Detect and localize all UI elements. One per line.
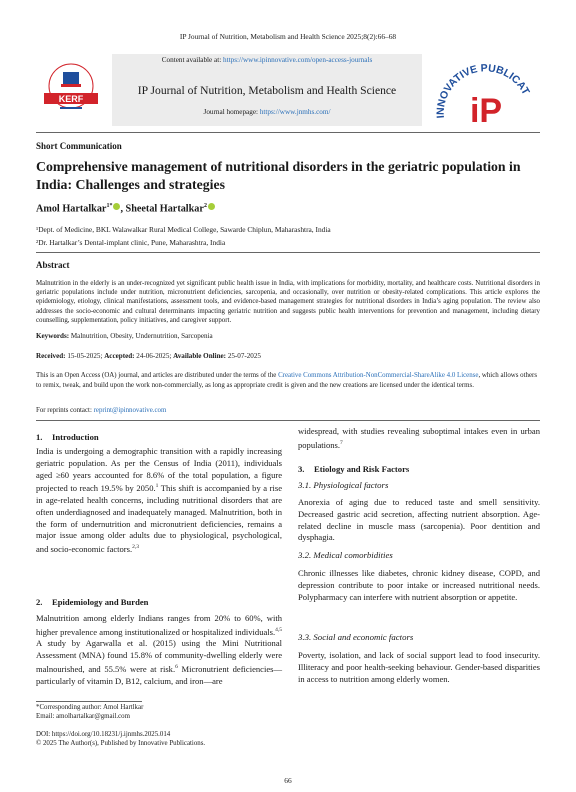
homepage-link[interactable]: https://www.jnmhs.com/ xyxy=(259,108,331,116)
section-3-heading: 3. Etiology and Risk Factors xyxy=(298,464,410,474)
author-1: Amol Hartalkar xyxy=(36,203,107,215)
subsection-3-2-text: Chronic illnesses like diabetes, chronic kidney disease, COPD, and depression contribute to poor intake or increased nutritional needs. Polypharmacy can interfere with nutrient absorption or appetite. xyxy=(298,568,540,602)
subsection-3-3-text: Poverty, isolation, and lack of social support lead to food insecurity. Illiteracy and poor health-seeking behaviour. Gender-based disparities in access to nutrition among elderly women. xyxy=(298,650,540,684)
kerf-logo-text: KERF xyxy=(58,94,84,104)
journal-title: IP Journal of Nutrition, Metabolism and Health Science xyxy=(137,84,397,97)
keywords: Keywords: Malnutrition, Obesity, Undernutrition, Sarcopenia xyxy=(36,332,213,340)
abstract-top-divider xyxy=(36,252,540,253)
abstract-heading: Abstract xyxy=(36,260,70,270)
affiliation-1: ¹Dept. of Medicine, BKL Walawalkar Rural Medical College, Sawarde Chiplun, Maharashtra, India xyxy=(36,225,331,234)
article-title: Comprehensive management of nutritional disorders in the geriatric population in India: Challenges and strategies xyxy=(36,159,521,192)
orcid-icon[interactable] xyxy=(208,203,215,210)
reprints-contact: For reprints contact: reprint@ipinnovative.com xyxy=(36,407,167,414)
subsection-3-1-text: Anorexia of aging due to reduced taste and smell sensitivity. Decreased gastric acid secretion, affecting nutrient absorption. Age-related decline in muscle mass (sarcopenia). Poor dentition and dysphagia. xyxy=(298,497,540,543)
subsection-3-1-heading: 3.1. Physiological factors xyxy=(298,480,389,490)
orcid-icon[interactable] xyxy=(113,203,120,210)
footnote-divider xyxy=(36,701,142,702)
author-2: Sheetal Hartalkar xyxy=(125,203,204,215)
section-2-continued: widespread, with studies revealing suboptimal intakes even in urban populations.$^7$ xyxy=(298,426,540,450)
copyright: © 2025 The Author(s), Published by Innovative Publications. xyxy=(36,740,206,747)
body-divider xyxy=(36,420,540,421)
doi: DOI: https://doi.org/10.18231/j.ijnmhs.2025.014 xyxy=(36,731,171,738)
header-divider xyxy=(36,132,540,133)
journal-homepage: Journal homepage: https://www.jnmhs.com/ xyxy=(203,108,331,116)
article-dates: Received: 15-05-2025; Accepted: 24-06-2025; Available Online: 25-07-2025 xyxy=(36,352,261,360)
affiliation-2: ²Dr. Hartalkar’s Dental-implant clinic, Pune, Maharashtra, India xyxy=(36,238,226,247)
abstract-text: Malnutrition in the elderly is an under-recognized yet significant public health issue in India, with implications for morbidity, mortality, and healthcare costs. Nutritional disorders in geriatric populations include under nutrition, micronutrient deficiencies, sarcopenia, and occasionally, over nutrition or obesity-related complications. This article explores the epidemiology, etiology, clinical manifestations, assessment tools, and evidence-based management strategies for nutritional disorders in India’s aging population. The review also addresses the socio-economic and cultural determinants impacting geriatric nutrition and suggests public health interventions for prevention and management, including dietary counselling, supplementation, policy initiatives, and caregiver support. xyxy=(36,280,540,324)
content-available: Content available at: https://www.ipinnovative.com/open-access-journals xyxy=(161,56,373,64)
pub-logo-arc-text: INNOVATIVE PUBLICAT xyxy=(434,62,532,119)
reprints-email-link[interactable]: reprint@ipinnovative.com xyxy=(93,407,167,414)
kerf-logo xyxy=(36,56,106,124)
subsection-3-3-heading: 3.3. Social and economic factors xyxy=(298,632,414,642)
pub-logo-mark: iP xyxy=(469,92,503,128)
section-1-heading: 1. Introduction xyxy=(36,432,99,442)
open-access-notice: This is an Open Access (OA) journal, and articles are distributed under the terms of the Creative Commons Attribution-NonCommercial-ShareAlike 4.0 License, which allows others to remix, tweak, and build upon the work non-commercially, as long as appropriate credit is given and the new creations are licensed under the identical terms. xyxy=(36,372,537,389)
license-link[interactable]: Creative Commons Attribution-NonCommercial-ShareAlike 4.0 License xyxy=(278,372,479,379)
corresponding-author: *Corresponding author: Amol Hartlkar xyxy=(36,704,144,711)
section-1-text: India is undergoing a demographic transition with a rapidly increasing geriatric population. As per the Census of India (2011), individuals aged ≥60 years accounted for 8.6% of the total population, a figure projected to reach 19.5% by 2050.$^1$ This shift is accompanied by a rise in age-related health concerns, including nutritional disorders that are often underdiagnosed and inadequately managed. Malnutrition, both in the form of undernutrition and micronutrient deficiencies, remains a major issue among older adults due to physiological, psychological, and socio-economic factors.$^{2,3}$ xyxy=(36,446,282,555)
content-url-link[interactable]: https://www.ipinnovative.com/open-access-journals xyxy=(223,56,373,64)
subsection-3-2-heading: 3.2. Medical comorbidities xyxy=(298,550,393,560)
section-2-text: Malnutrition among elderly Indians ranges from 20% to 60%, with higher prevalence among institutionalized or hospitalized individuals.$^{4,5}$ A study by Agarwalla et al. (2015) using the Mini Nutritional Assessment (MNA) found 15.8% of community-dwelling elderly were malnourished, and 55.5% were at risk.$^6$ Micronutrient deficiencies—particularly of vitamin D, B12, calcium, and iron—are xyxy=(36,613,282,686)
authors-line: Amol Hartalkar$^{1*}$ , Sheetal Hartalkar$^2$ xyxy=(36,203,215,214)
article-type: Short Communication xyxy=(36,141,122,151)
corresponding-email: Email: amolhartalkar@gmail.com xyxy=(36,713,130,720)
section-2-heading: 2. Epidemiology and Burden xyxy=(36,597,149,607)
page-number: 66 xyxy=(284,776,292,785)
innovative-publication-logo xyxy=(428,52,540,128)
running-head: IP Journal of Nutrition, Metabolism and Health Science 2025;8(2):66–68 xyxy=(179,32,397,41)
